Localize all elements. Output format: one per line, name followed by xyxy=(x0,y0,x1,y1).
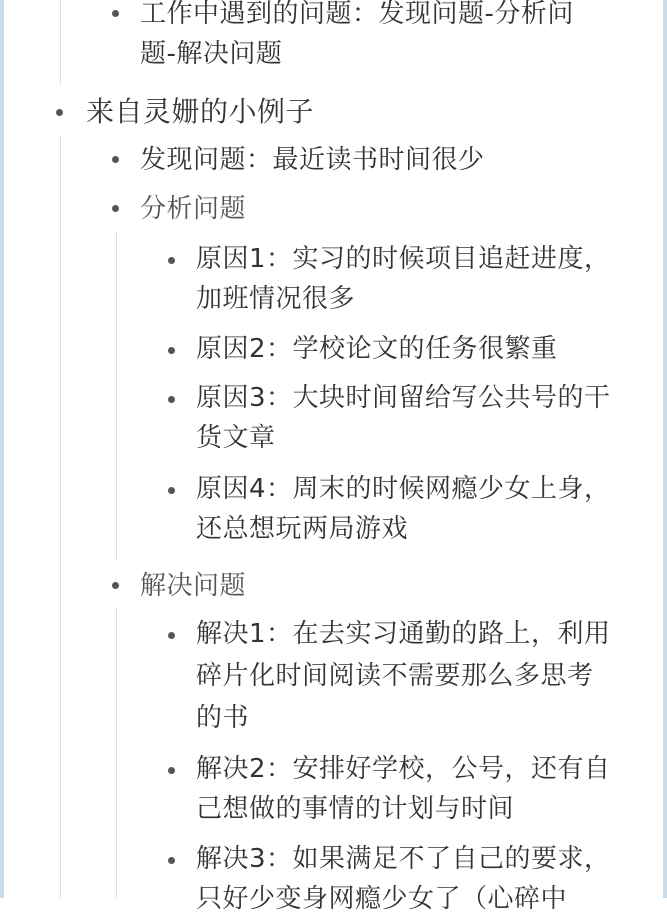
list-item-text: 只好少变身网瘾少女了（心碎中 xyxy=(196,884,568,914)
list-item-text: 解决3：如果满足不了自己的要求， xyxy=(196,844,611,874)
indent-guide-level1 xyxy=(60,0,61,86)
bullet-icon xyxy=(112,205,119,212)
list-item-text: 碎片化时间阅读不需要那么多思考 xyxy=(196,661,594,691)
list-item-text: 原因4：周末的时候网瘾少女上身， xyxy=(196,474,611,504)
bullet-icon xyxy=(112,156,119,163)
bullet-icon xyxy=(168,632,175,639)
list-item-text: 还总想玩两局游戏 xyxy=(196,514,409,544)
indent-guide-level2 xyxy=(116,232,117,560)
list-item-text: 加班情况很多 xyxy=(196,284,356,314)
list-item-text: 原因3：大块时间留给写公共号的干 xyxy=(196,383,611,413)
list-item-text: 解决1：在去实习通勤的路上，利用 xyxy=(196,619,611,649)
list-item-text: 发现问题：最近读书时间很少 xyxy=(140,145,485,175)
bullet-icon xyxy=(168,347,175,354)
list-item-text: 题-解决问题 xyxy=(140,39,283,69)
list-item-text: 原因1：实习的时候项目追赶进度， xyxy=(196,244,611,274)
bullet-icon xyxy=(168,396,175,403)
list-item-text: 分析问题 xyxy=(140,194,247,224)
bullet-icon xyxy=(168,767,175,774)
list-item-text: 货文章 xyxy=(196,423,276,453)
indent-guide-level1 xyxy=(60,135,61,898)
bullet-icon xyxy=(168,487,175,494)
list-item-text: 原因2：学校论文的任务很繁重 xyxy=(196,334,558,364)
list-item-text: 来自灵姗的小例子 xyxy=(86,95,315,128)
bullet-icon xyxy=(56,109,63,116)
list-item-text: 解决问题 xyxy=(140,571,247,601)
list-item-text: 工作中遇到的问题：发现问题-分析问 xyxy=(140,0,574,29)
list-item-text: 解决2：安排好学校，公号，还有自 xyxy=(196,754,611,784)
bullet-icon xyxy=(168,857,175,864)
bullet-icon xyxy=(168,257,175,264)
list-item-text: 的书 xyxy=(196,703,250,733)
indent-guide-level2 xyxy=(116,608,117,898)
bullet-icon xyxy=(112,10,119,17)
bullet-icon xyxy=(112,582,119,589)
list-item-text: 己想做的事情的计划与时间 xyxy=(196,794,515,824)
